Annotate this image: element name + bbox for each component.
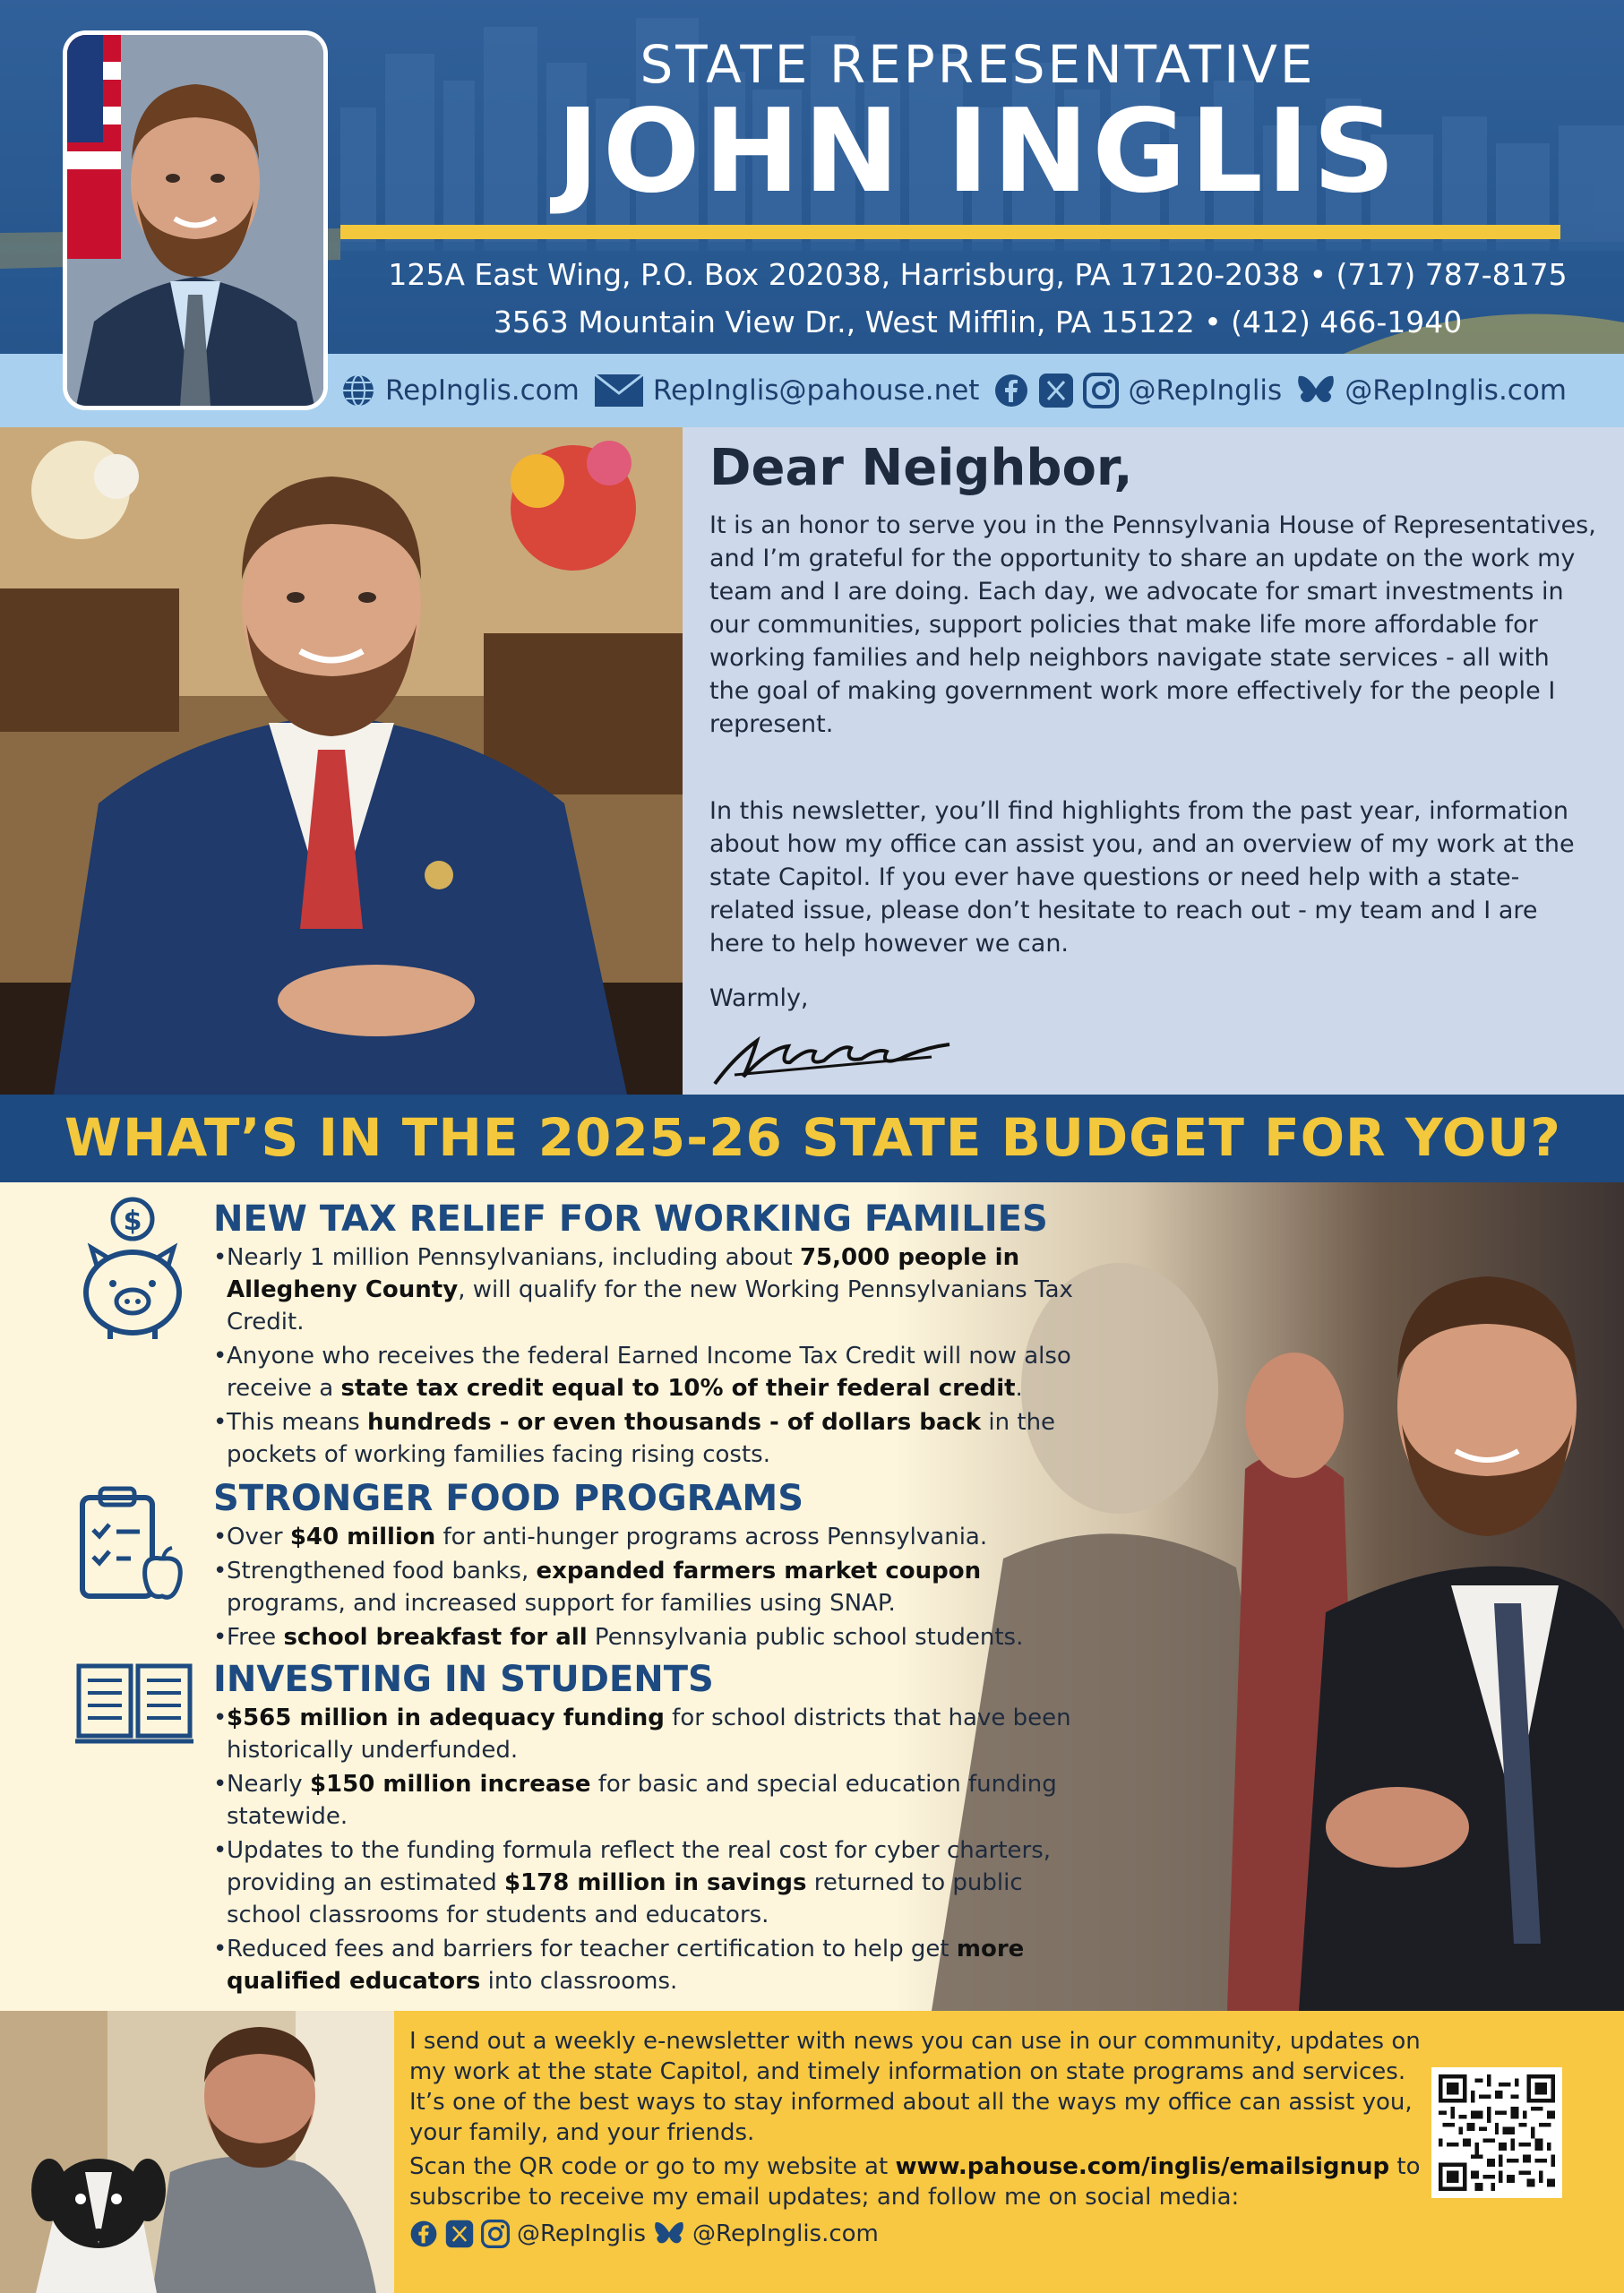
newsletter-paragraph: I send out a weekly e-newsletter with news you can use in our community, updates on my work at the state Capitol, and timely information on state programs and services. It’s one of the best ways to stay informed about all the ways my office can assist you, your family, and your friends. (409, 2028, 1421, 2146)
svg-text:$: $ (123, 1206, 142, 1237)
website-link[interactable]: RepInglis.com (385, 374, 580, 407)
facebook-icon[interactable] (409, 2220, 438, 2248)
section-title-students: INVESTING IN STUDENTS (213, 1659, 714, 1700)
x-icon[interactable] (1038, 373, 1074, 408)
list-item: • Updates to the funding formula reflect the real cost for cyber charters, providing an estimated $178 million in savings returned to public school classrooms for students and educators. (213, 1834, 1091, 1931)
open-book-icon (75, 1659, 193, 1745)
signup-url-link[interactable]: www.pahouse.com/inglis/emailsignup (895, 2153, 1390, 2180)
harrisburg-address: 125A East Wing, P.O. Box 202038, Harrisburg, PA 17120-2038 • (717) 787-8175 (388, 257, 1568, 292)
students-list (213, 1702, 1091, 1999)
envelope-icon (594, 374, 644, 408)
list-item: • Nearly $150 million increase for basic and special education funding statewide. (213, 1768, 1091, 1833)
list-item: • Anyone who receives the federal Earned Income Tax Credit will now also receive a state tax credit equal to 10% of their federal credit. (213, 1340, 1073, 1404)
gold-divider (340, 225, 1560, 239)
food-programs-list (213, 1521, 1073, 1655)
section-title-food-programs: STRONGER FOOD PROGRAMS (213, 1478, 804, 1519)
header-name: JOHN INGLIS (556, 85, 1399, 219)
clipboard-apple-icon (75, 1485, 192, 1606)
facebook-icon[interactable] (993, 373, 1029, 408)
list-item: • Reduced fees and barriers for teacher certification to help get more qualified educators into classrooms. (213, 1933, 1091, 1997)
footer-social-row (409, 2220, 879, 2248)
contact-row (340, 354, 1621, 427)
instagram-icon[interactable] (1083, 373, 1119, 408)
capitol-portrait-photo (0, 427, 683, 1095)
puppy-photo (0, 2011, 394, 2293)
list-item: • Free school breakfast for all Pennsylvania public school students. (213, 1621, 1073, 1653)
bluesky-icon[interactable] (653, 2220, 685, 2248)
social-handle-link[interactable]: @RepInglis (1128, 374, 1283, 407)
letter-heading: Dear Neighbor, (709, 439, 1133, 497)
letter-paragraph-1: It is an honor to serve you in the Pennsylvania House of Representatives, and I’m grateful for the opportunity to share an update on the work my team and I are doing. Each day, we advocate for smart investments in our communities, support policies that make life more affordable for working families and help neighbors navigate state services - all with the goal of making government work more effectively for the people I represent. (709, 511, 1596, 738)
list-item: • $565 million in adequacy funding for school districts that have been historically underfunded. (213, 1702, 1091, 1766)
representative-portrait (63, 30, 328, 410)
district-address: 3563 Mountain View Dr., West Mifflin, PA 15122 • (412) 466-1940 (493, 305, 1463, 339)
list-item: • Strengthened food banks, expanded farmers market coupon programs, and increased support for families using SNAP. (213, 1555, 1073, 1619)
list-item: • Nearly 1 million Pennsylvanians, including about 75,000 people in Allegheny County, will qualify for the new Working Pennsylvanians Tax Credit. (213, 1241, 1073, 1338)
signature-image (708, 1021, 958, 1093)
section-title-tax-relief: NEW TAX RELIEF FOR WORKING FAMILIES (213, 1198, 1048, 1240)
letter-paragraph-2: In this newsletter, you’ll find highlights from the past year, information about how my office can assist you, and an overview of my work at the state Capitol. If you ever have questions or need help with a state-related issue, please don’t hesitate to reach out - my team and I are here to help however we can. (709, 797, 1575, 958)
tax-relief-list (213, 1241, 1073, 1473)
piggy-bank-icon (79, 1194, 186, 1346)
globe-icon (340, 373, 376, 408)
instagram-icon[interactable] (481, 2220, 510, 2248)
footer-bluesky-handle[interactable]: @RepInglis.com (692, 2220, 879, 2247)
letter-closing: Warmly, (709, 984, 809, 1012)
header-subtitle: STATE REPRESENTATIVE (640, 34, 1316, 95)
list-item: • Over $40 million for anti-hunger programs across Pennsylvania. (213, 1521, 1073, 1553)
x-icon[interactable] (445, 2220, 474, 2248)
budget-title: WHAT’S IN THE 2025-26 STATE BUDGET FOR YOU? (64, 1107, 1561, 1168)
email-link[interactable]: RepInglis@pahouse.net (652, 374, 980, 407)
bluesky-link[interactable]: @RepInglis.com (1345, 374, 1568, 407)
list-item: • This means hundreds - or even thousands - of dollars back in the pockets of working families facing rising costs. (213, 1406, 1073, 1471)
signup-paragraph: Scan the QR code or go to my website at www.pahouse.com/inglis/emailsignup to subscribe to receive my email updates; and follow me on social media: (409, 2153, 1421, 2211)
bluesky-icon[interactable] (1296, 373, 1336, 408)
footer-social-handle[interactable]: @RepInglis (517, 2220, 647, 2247)
qr-code[interactable] (1431, 2067, 1562, 2198)
